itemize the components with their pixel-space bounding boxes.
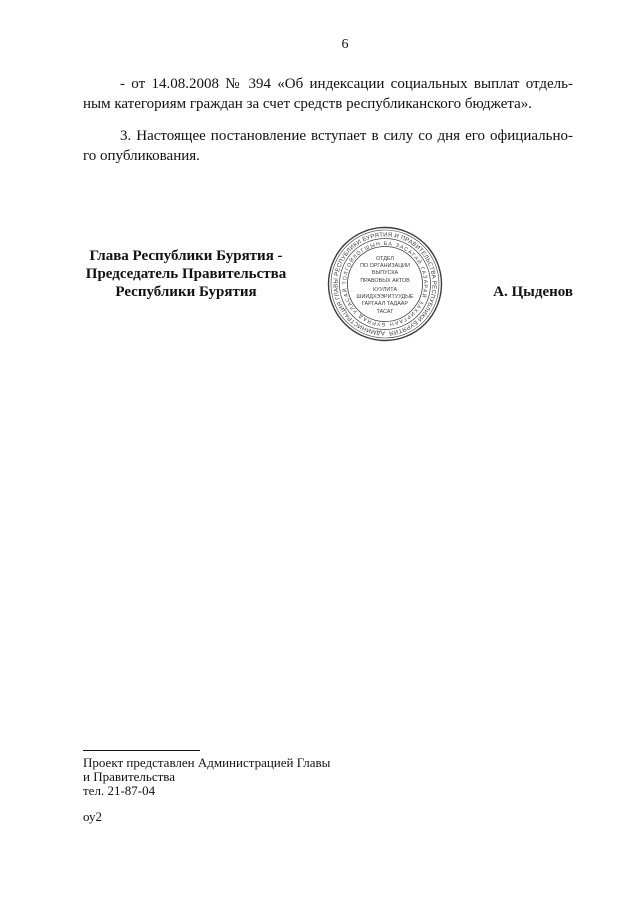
footer-divider bbox=[83, 750, 200, 751]
signatory-position bbox=[76, 247, 296, 301]
seal-outer-ring-text bbox=[333, 232, 436, 335]
seal-outer-ring-textpath: АДМИНИСТРАЦИЯ ГЛАВЫ РЕСПУБЛИКИ БУРЯТИЯ И ПРАВИТЕЛЬСТВА РЕСПУБЛИКИ БУРЯТИЯ bbox=[333, 232, 437, 336]
seal-center-line-2: ПО ОРГАНИЗАЦИИ bbox=[360, 263, 410, 269]
signatory-position-line-3: Республики Бурятия bbox=[115, 284, 257, 300]
official-seal bbox=[327, 226, 443, 342]
seal-center-line-1: ОТДЕЛ bbox=[375, 256, 395, 262]
paragraph-1-line-2: ным категориям граждан за счет средств республиканского бюджета». bbox=[83, 96, 532, 112]
paragraph-2-line-2: го опубликования. bbox=[83, 148, 200, 164]
seal-center-line-5: КУУЛИТА bbox=[373, 287, 397, 293]
footer-note-phone: тел. 21-87-04 bbox=[83, 783, 156, 798]
footer-document-code: оу2 bbox=[83, 809, 103, 824]
seal-center-line-7: ГАРГААЛ ТАДААР bbox=[362, 301, 408, 307]
seal-center-line-6: ШИИДХЭЭРИТУУДЫЕ bbox=[356, 294, 414, 300]
seal-center-line-4: ПРАВОВЫХ АКТОВ bbox=[360, 278, 410, 284]
footer-note-line-1: Проект представлен Администрацией Главы bbox=[83, 755, 331, 770]
signatory-position-line-1: Глава Республики Бурятия - bbox=[89, 248, 283, 264]
signatory-position-line-2: Председатель Правительства bbox=[85, 266, 287, 282]
paragraph-1-line-1: - от 14.08.2008 № 394 «Об индексации социальных выплат отдель- bbox=[120, 76, 573, 92]
paragraph-2-line-1: 3. Настоящее постановление вступает в силу со дня его официально- bbox=[120, 128, 573, 144]
footer-note bbox=[83, 756, 330, 798]
seal-center-line-3: ВЫПУСКА bbox=[371, 270, 399, 276]
footer-note-line-2: и Правительства bbox=[83, 769, 176, 784]
seal-inner-ring-textpath: БУРЯАД УЛАСАЙ ТОЛГОЙЛОГШЫН БА ЗАСАГАЙ ГАЗАРАЙ ЗАХИРГААН bbox=[341, 240, 429, 328]
seal-center-line-8: ТАСАГ bbox=[376, 309, 394, 315]
page-number: 6 bbox=[341, 37, 349, 52]
signatory-name: А. Цыденов bbox=[493, 284, 573, 300]
seal-ring-divider bbox=[340, 239, 431, 330]
